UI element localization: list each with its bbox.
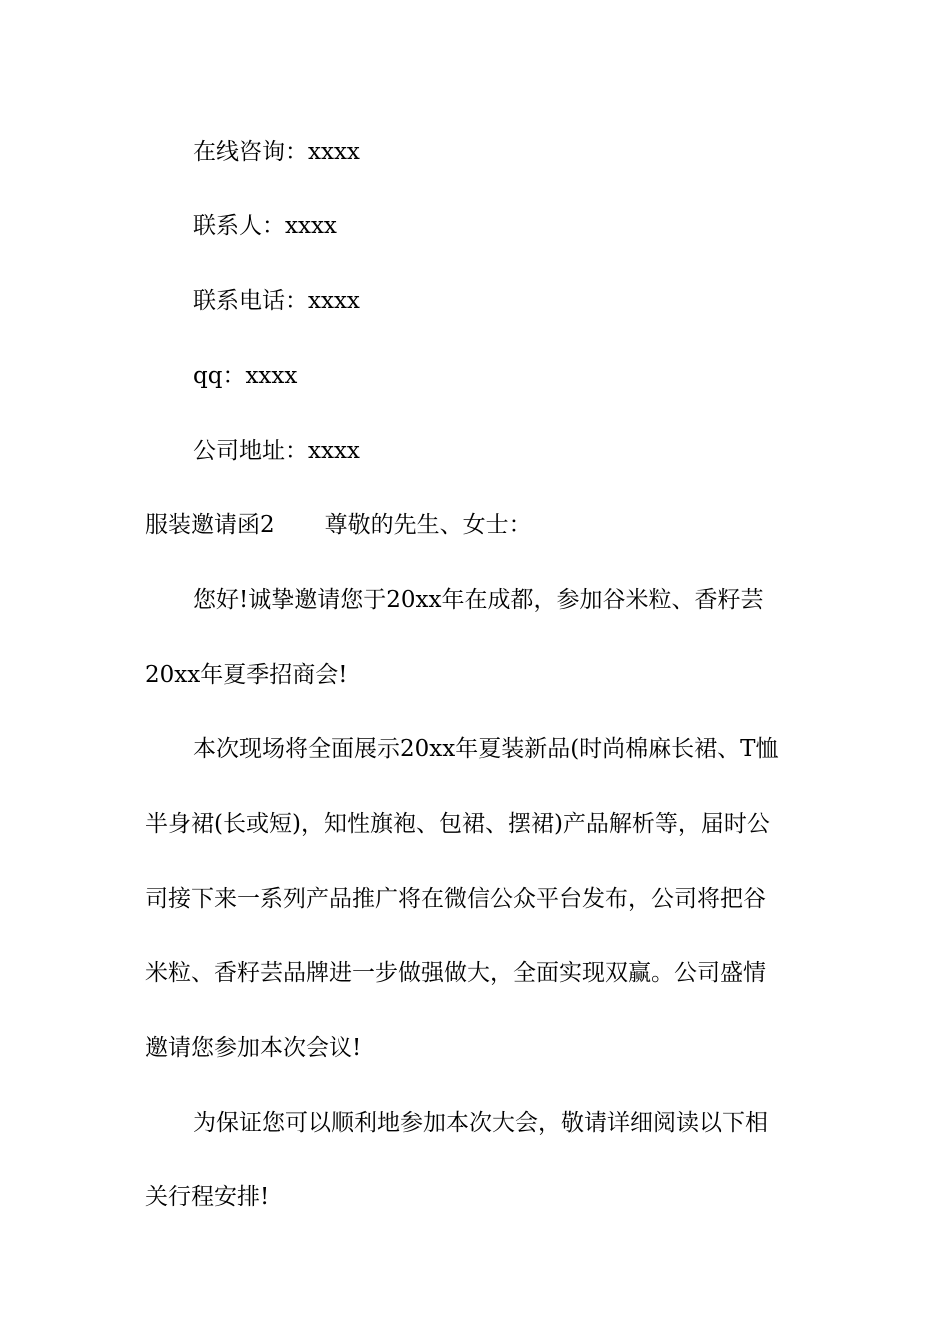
contact-value: xxxx bbox=[308, 438, 360, 464]
body-line: 您好!诚挚邀请您于20xx年在成都，参加谷米粒、香籽芸 bbox=[193, 587, 764, 613]
letter-heading-line bbox=[145, 510, 810, 540]
contact-label: 在线咨询： bbox=[193, 139, 308, 165]
contact-label: qq： bbox=[193, 363, 246, 389]
body-line: 关行程安排! bbox=[145, 1184, 270, 1210]
contact-value: xxxx bbox=[308, 288, 360, 314]
letter-salutation: 尊敬的先生、女士： bbox=[324, 512, 532, 538]
contact-phone bbox=[193, 286, 810, 316]
body-line: 本次现场将全面展示20xx年夏装新品(时尚棉麻长裙、T恤 bbox=[193, 736, 779, 762]
contact-label: 联系人： bbox=[193, 213, 285, 239]
letter-title: 服装邀请函2 bbox=[145, 512, 275, 538]
contact-qq bbox=[193, 361, 810, 391]
contact-person bbox=[193, 211, 810, 241]
contact-label: 联系电话： bbox=[193, 288, 308, 314]
body-line: 为保证您可以顺利地参加本次大会，敬请详细阅读以下相 bbox=[193, 1110, 768, 1136]
body-line: 20xx年夏季招商会! bbox=[145, 662, 348, 688]
contact-online-consult bbox=[193, 137, 810, 167]
body-line: 米粒、香籽芸品牌进一步做强做大，全面实现双赢。公司盛情 bbox=[145, 960, 766, 986]
contact-value: xxxx bbox=[285, 213, 337, 239]
contact-value: xxxx bbox=[245, 363, 298, 389]
body-line: 司接下来一系列产品推广将在微信公众平台发布，公司将把谷 bbox=[145, 886, 766, 912]
contact-value: xxxx bbox=[308, 139, 360, 165]
body-line: 邀请您参加本次会议! bbox=[145, 1035, 362, 1061]
contact-address bbox=[193, 436, 810, 466]
body-line: 半身裙(长或短)，知性旗袍、包裙、摆裙)产品解析等，届时公 bbox=[145, 811, 770, 837]
contact-label: 公司地址： bbox=[193, 438, 308, 464]
